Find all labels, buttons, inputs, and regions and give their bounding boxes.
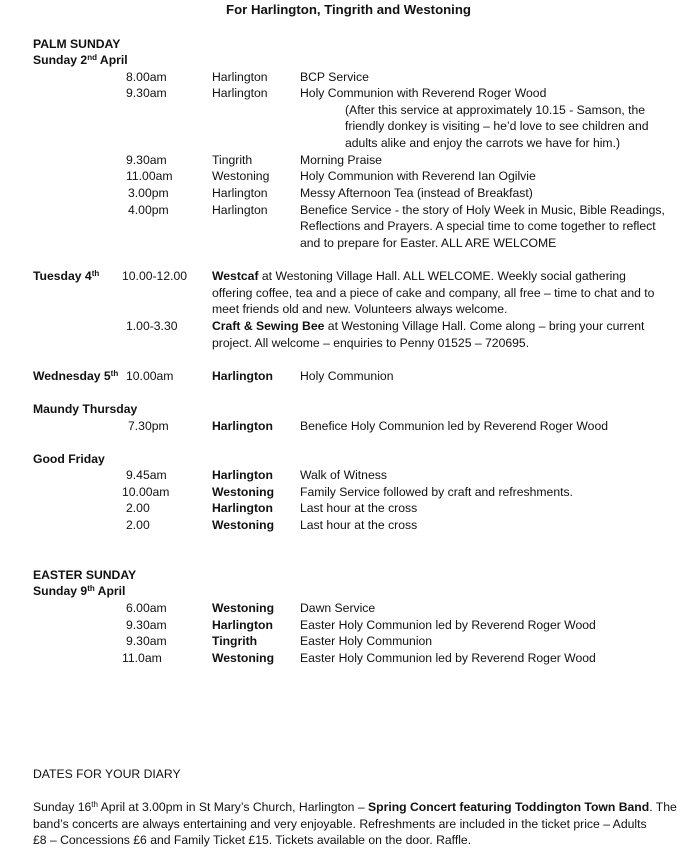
easter-place: Westoning — [212, 601, 275, 615]
palm-sunday-heading: PALM SUNDAY — [33, 37, 121, 51]
tuesday-time: 10.00-12.00 — [122, 269, 188, 283]
palm-place: Harlington — [212, 186, 268, 200]
gf-time: 10.00am — [122, 485, 170, 499]
maundy-place: Harlington — [212, 419, 273, 433]
good-friday-heading: Good Friday — [33, 452, 105, 466]
tuesday-label: Tuesday 4th — [33, 269, 100, 283]
benefice-cont-line: Reflections and Prayers. A special time to come together to reflect — [300, 219, 656, 233]
easter-time: 6.00am — [126, 601, 167, 615]
palm-place: Westoning — [212, 169, 270, 183]
easter-desc: Dawn Service — [300, 601, 376, 615]
craft-line: Craft & Sewing Bee at Westoning Village Hall. Come along – bring your current — [212, 319, 645, 333]
easter-desc: Easter Holy Communion — [300, 634, 433, 648]
easter-date: Sunday 9th April — [33, 584, 126, 598]
benefice-cont-line: and to prepare for Easter. ALL ARE WELCOME — [300, 236, 557, 250]
gf-time: 2.00 — [126, 518, 150, 532]
easter-time: 9.30am — [126, 618, 167, 632]
palm-place: Harlington — [212, 203, 268, 217]
easter-place: Tingrith — [212, 634, 258, 648]
palm-time: 11.00am — [126, 169, 173, 183]
maundy-desc: Benefice Holy Communion led by Reverend Roger Wood — [300, 419, 609, 433]
diary-line: £8 – Concessions £6 and Family Ticket £15. Tickets available on the door. Raffle. — [33, 833, 472, 847]
easter-heading: EASTER SUNDAY — [33, 568, 137, 582]
palm-time: 8.00am — [126, 70, 167, 84]
easter-place: Westoning — [212, 651, 275, 665]
maundy-heading: Maundy Thursday — [33, 402, 138, 416]
easter-desc: Easter Holy Communion led by Reverend Roger Wood — [300, 618, 596, 632]
easter-desc: Easter Holy Communion led by Reverend Roger Wood — [300, 651, 596, 665]
westcaf-line: meet friends old and new. Volunteers always welcome. — [212, 302, 508, 316]
gf-time: 2.00 — [126, 501, 150, 515]
gf-time: 9.45am — [126, 468, 167, 482]
wednesday-label: Wednesday 5th — [33, 369, 119, 383]
westcaf-line: Westcaf at Westoning Village Hall. ALL WELCOME. Weekly social gathering — [212, 269, 626, 283]
palm-time: 9.30am — [126, 86, 167, 100]
gf-desc: Last hour at the cross — [300, 518, 418, 532]
diary-line: Sunday 16th April at 3.00pm in St Mary’s Church, Harlington – Spring Concert featuring Toddington Town Band. The — [33, 800, 677, 814]
palm-time: 9.30am — [126, 153, 167, 167]
easter-time: 9.30am — [126, 634, 167, 648]
palm-desc: Holy Communion with Reverend Ian Ogilvie — [300, 169, 536, 183]
craft-line: project. All welcome – enquiries to Penny 01525 – 720695. — [212, 336, 530, 350]
wednesday-desc: Holy Communion — [300, 369, 394, 383]
westcaf-line: offering coffee, tea and a piece of cake and company, all free – time to chat and to — [212, 286, 655, 300]
palm-sunday-date: Sunday 2nd April — [33, 53, 128, 67]
gf-desc: Family Service followed by craft and refreshments. — [300, 485, 573, 499]
easter-place: Harlington — [212, 618, 273, 632]
palm-place: Harlington — [212, 86, 268, 100]
palm-desc: Morning Praise — [300, 153, 382, 167]
palm-desc: Messy Afternoon Tea (instead of Breakfast) — [300, 186, 533, 200]
maundy-time: 7.30pm — [128, 419, 169, 433]
gf-desc: Walk of Witness — [300, 468, 387, 482]
gf-place: Westoning — [212, 485, 275, 499]
palm-desc: BCP Service — [300, 70, 369, 84]
palm-time: 3.00pm — [128, 186, 169, 200]
gf-place: Harlington — [212, 468, 273, 482]
tuesday-time: 1.00-3.30 — [126, 319, 178, 333]
palm-place: Tingrith — [212, 153, 253, 167]
gf-place: Harlington — [212, 501, 273, 515]
donkey-note-line: (After this service at approximately 10.15 - Samson, the — [345, 103, 646, 117]
gf-desc: Last hour at the cross — [300, 501, 418, 515]
palm-place: Harlington — [212, 70, 268, 84]
palm-desc: Benefice Service - the story of Holy Week in Music, Bible Readings, — [300, 203, 665, 217]
gf-place: Westoning — [212, 518, 275, 532]
page-title: For Harlington, Tingrith and Westoning — [226, 2, 471, 17]
wednesday-place: Harlington — [212, 369, 273, 383]
diary-line: band’s concerts are always entertaining and very enjoyable. Refreshments are included in the ticket price – Adults — [33, 817, 647, 831]
wednesday-time: 10.00am — [126, 369, 174, 383]
palm-desc: Holy Communion with Reverend Roger Wood — [300, 86, 547, 100]
donkey-note-line: friendly donkey is visiting – he’d love to see children and — [345, 119, 649, 133]
diary-heading: DATES FOR YOUR DIARY — [33, 767, 181, 781]
palm-time: 4.00pm — [128, 203, 169, 217]
donkey-note-line: adults alike and enjoy the carrots we have for him.) — [345, 136, 621, 150]
easter-time: 11.0am — [122, 651, 162, 665]
